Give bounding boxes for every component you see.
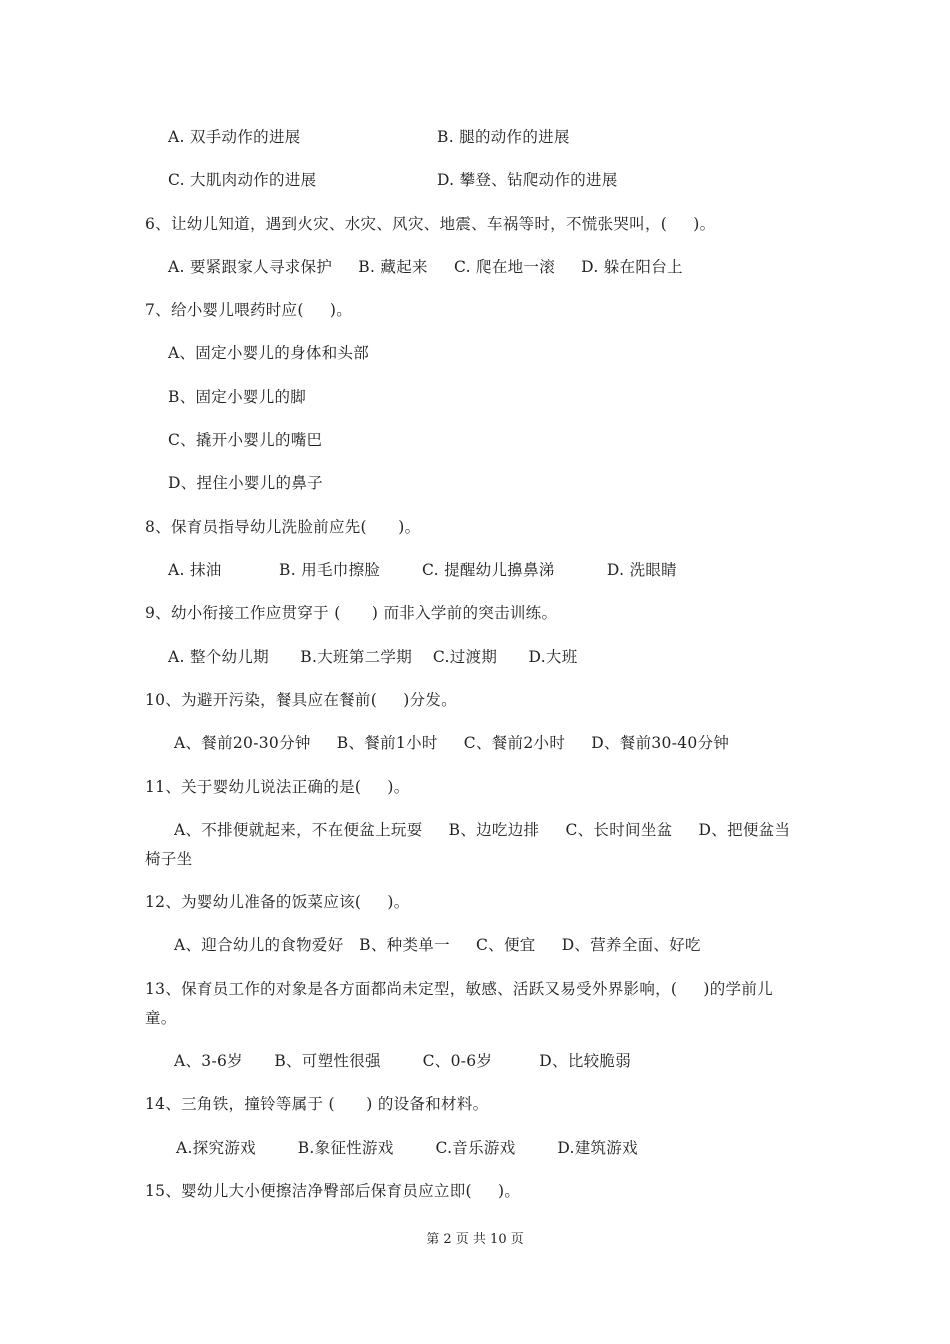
q7-option-c: C、撬开小婴儿的嘴巴 [168, 431, 323, 449]
q7-option-b: B、固定小婴儿的脚 [168, 388, 307, 406]
q5-option-d: D. 攀登、钻爬动作的进展 [437, 171, 618, 189]
q9-options: A. 整个幼儿期 B.大班第二学期 C.过渡期 D.大班 [168, 648, 578, 666]
q5-option-c: C. 大肌肉动作的进展 [168, 171, 317, 189]
q11-options: A、不排便就起来，不在便盆上玩耍 B、边吃边排 C、长时间坐盆 D、把便盆当 [174, 821, 791, 839]
q13-options: A、3-6岁 B、可塑性很强 C、0-6岁 D、比较脆弱 [174, 1052, 632, 1070]
q14-text: 14、三角铁，撞铃等属于 ( ) 的设备和材料。 [145, 1095, 489, 1113]
q6-text: 6、让幼儿知道，遇到火灾、水灾、风灾、地震、车祸等时，不慌张哭叫，( )。 [145, 215, 716, 233]
q12-options: A、迎合幼儿的食物爱好 B、种类单一 C、便宜 D、营养全面、好吃 [174, 936, 701, 954]
page-footer: 第 2 页 共 10 页 [426, 1232, 524, 1247]
q8-text: 8、保育员指导幼儿洗脸前应先( )。 [145, 518, 421, 536]
q7-text: 7、给小婴儿喂药时应( )。 [145, 301, 352, 319]
q10-options: A、餐前20-30分钟 B、餐前1小时 C、餐前2小时 D、餐前30-40分钟 [174, 734, 730, 752]
q9-text: 9、幼小衔接工作应贯穿于 ( ) 而非入学前的突击训练。 [145, 604, 558, 622]
q6-options: A. 要紧跟家人寻求保护 B. 藏起来 C. 爬在地一滚 D. 躲在阳台上 [168, 258, 683, 276]
q12-text: 12、为婴幼儿准备的饭菜应该( )。 [145, 893, 410, 911]
q13-text-cont: 童。 [145, 1009, 177, 1027]
q5-option-b: B. 腿的动作的进展 [437, 128, 570, 146]
q8-options: A. 抹油 B. 用毛巾擦脸 C. 提醒幼儿擤鼻涕 D. 洗眼睛 [168, 561, 677, 579]
q11-text: 11、关于婴幼儿说法正确的是( )。 [145, 778, 410, 796]
q13-text: 13、保育员工作的对象是各方面都尚未定型，敏感、活跃又易受外界影响，( )的学前儿 [145, 980, 773, 998]
q5-option-a: A. 双手动作的进展 [168, 128, 301, 146]
q15-text: 15、婴幼儿大小便擦洁净臀部后保育员应立即( )。 [145, 1182, 521, 1200]
q7-option-a: A、固定小婴儿的身体和头部 [168, 344, 370, 362]
q7-option-d: D、捏住小婴儿的鼻子 [168, 474, 323, 492]
q14-options: A.探究游戏 B.象征性游戏 C.音乐游戏 D.建筑游戏 [176, 1139, 638, 1157]
q11-options-cont: 椅子坐 [145, 850, 193, 868]
q10-text: 10、为避开污染，餐具应在餐前( )分发。 [145, 691, 457, 709]
